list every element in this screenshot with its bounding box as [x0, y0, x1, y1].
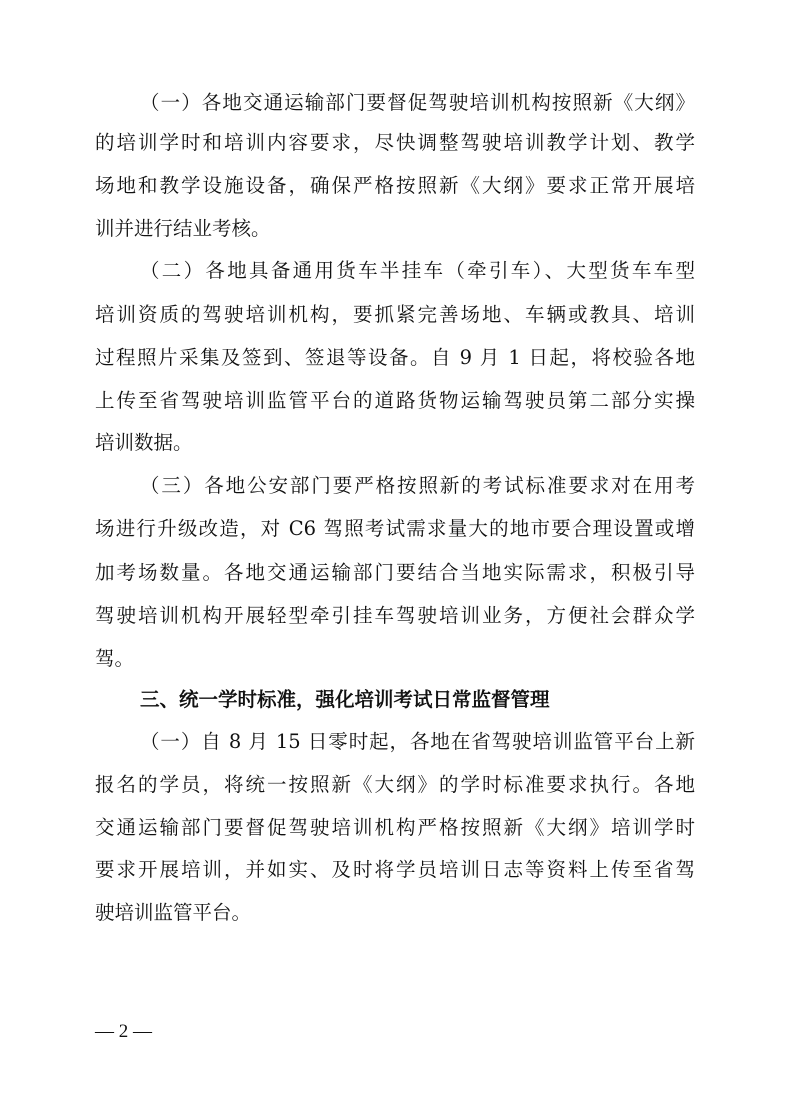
text-line: 要求开展培训，并如实、及时将学员培训日志等资料上传至省驾: [95, 858, 695, 881]
text-line: 培训数据。: [95, 431, 193, 454]
text-line: 过程照片采集及签到、签退等设备。自 9 月 1 日起，将校验各地: [95, 346, 695, 369]
text-line: （三）各地公安部门要严格按照新的考试标准要求对在用考: [140, 474, 695, 497]
text-line: 加考场数量。各地交通运输部门要结合当地实际需求，积极引导: [95, 561, 695, 584]
text-line: 培训资质的驾驶培训机构，要抓紧完善场地、车辆或教具、培训: [95, 303, 695, 326]
text-line: 驾。: [95, 647, 135, 670]
text-line: 驾驶培训机构开展轻型牵引挂车驾驶培训业务，方便社会群众学: [95, 604, 695, 627]
section-heading: 三、统一学时标准，强化培训考试日常监督管理: [140, 688, 550, 711]
text-line: 上传至省驾驶培训监管平台的道路货物运输驾驶员第二部分实操: [95, 389, 695, 412]
text-line: （一）自 8 月 15 日零时起，各地在省驾驶培训监管平台上新: [140, 730, 695, 753]
text-line: 报名的学员，将统一按照新《大纲》的学时标准要求执行。各地: [95, 773, 695, 796]
text-line: 训并进行结业考核。: [95, 217, 271, 240]
text-line: 的培训学时和培训内容要求，尽快调整驾驶培训教学计划、教学: [95, 131, 695, 154]
text-line: 场地和教学设施设备，确保严格按照新《大纲》要求正常开展培: [95, 174, 695, 197]
text-line: 交通运输部门要督促驾驶培训机构严格按照新《大纲》培训学时: [95, 816, 695, 839]
text-line: 场进行升级改造，对 C6 驾照考试需求量大的地市要合理设置或增: [95, 517, 695, 540]
text-line: （一）各地交通运输部门要督促驾驶培训机构按照新《大纲》: [140, 91, 695, 114]
page-number: — 2 —: [95, 1021, 152, 1042]
text-line: （二）各地具备通用货车半挂车（牵引车）、大型货车车型: [140, 259, 695, 282]
text-line: 驶培训监管平台。: [95, 901, 252, 924]
